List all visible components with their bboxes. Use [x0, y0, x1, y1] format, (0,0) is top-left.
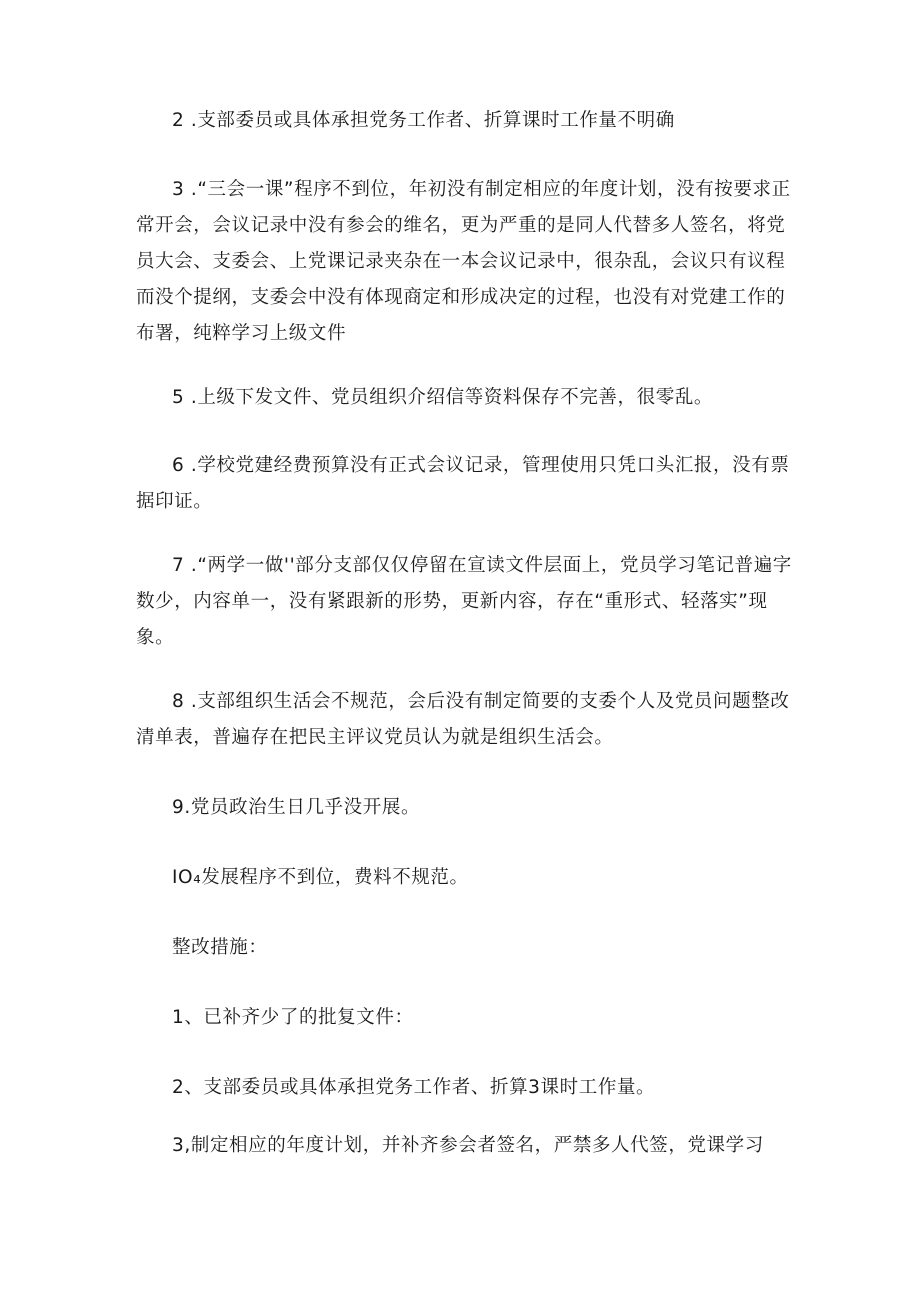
paragraph-item-8: 8 .支部组织生活会不规范，会后没有制定简要的支委个人及党员问题整改清单表，普遍存在把民主评议党员认为就是组织生活会。 [136, 691, 790, 748]
paragraph-item-10: IO₄发展程序不到位，费料不规范。 [172, 867, 469, 888]
measure-item-2: 2、支部委员或具体承担党务工作者、折算3课时工作量。 [172, 1077, 656, 1098]
measure-item-1: 1、已补齐少了的批复文件： [172, 1007, 414, 1028]
paragraph-item-5: 5 .上级下发文件、党员组织介绍信等资料保存不完善，很零乱。 [172, 387, 714, 408]
section-heading-measures: 整改措施： [172, 937, 268, 958]
paragraph-item-9: 9.党员政治生日几乎没开展。 [172, 797, 421, 818]
paragraph-item-3: 3 .“三会一课”程序不到位，年初没有制定相应的年度计划，没有按要求正常开会，会议记录中没有参会的维名，更为严重的是同人代替多人签名，将党员大会、支委会、上党课记录夹杂在一本会议记录中，很杂乱，会议只有议程而没个提纲，支委会中没有体现商定和形成决定的过程，也没有对党建工作的布署，纯粹学习上级文件 [136, 179, 791, 344]
paragraph-item-2: 2 .支部委员或具体承担党务工作者、折算课时工作量不明确 [172, 110, 675, 131]
paragraph-item-6: 6 .学校党建经费预算没有正式会议记录，管理使用只凭口头汇报，没有票据印证。 [136, 455, 790, 512]
paragraph-item-7: 7 .“两学一做''部分支部仅仅停留在宣读文件层面上，党员学习笔记普遍字数少，内容单一，没有紧跟新的形势，更新内容，存在“重形式、轻落实”现象。 [136, 555, 792, 648]
measure-item-3: 3,制定相应的年度计划，并补齐参会者签名，严禁多人代签，党课学习 [172, 1135, 764, 1156]
